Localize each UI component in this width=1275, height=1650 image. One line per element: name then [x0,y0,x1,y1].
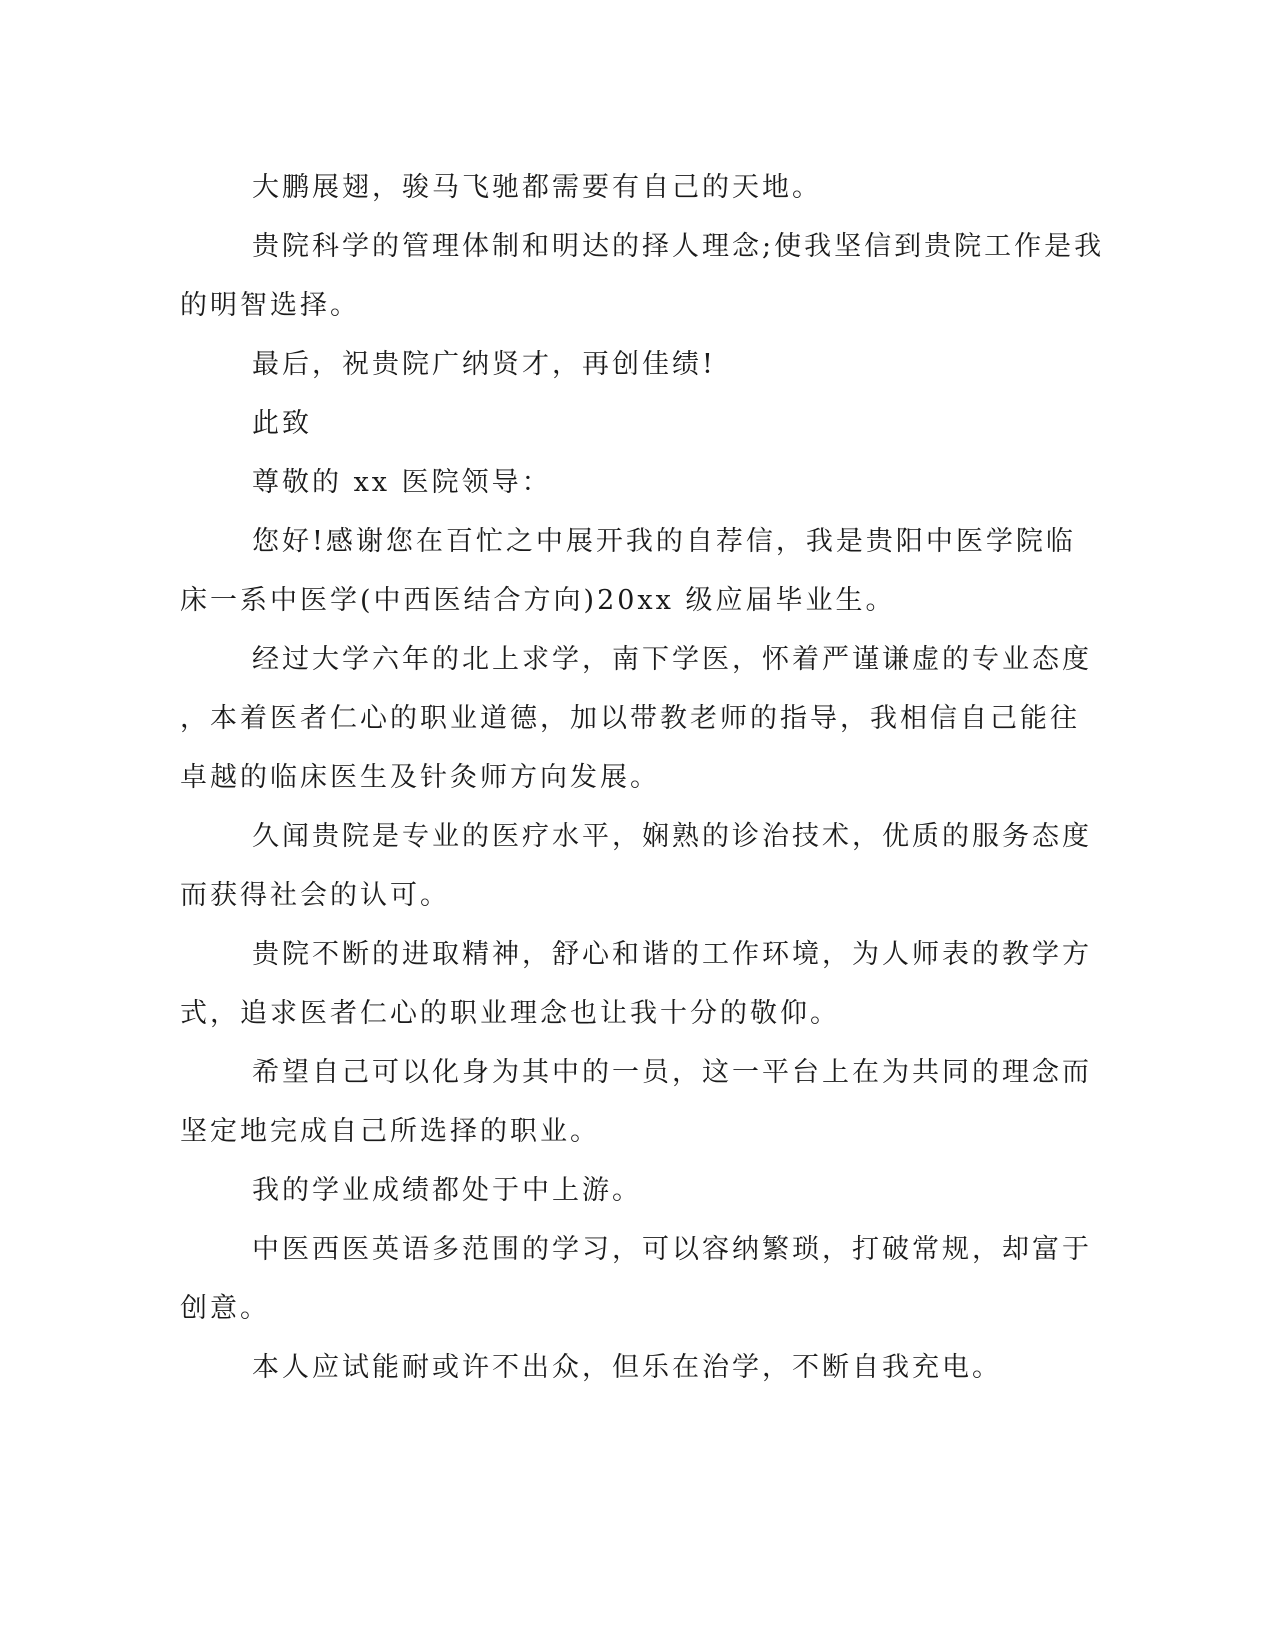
text-line: 本人应试能耐或许不出众，但乐在治学，不断自我充电。 [252,1352,1002,1383]
text-line: 我的学业成绩都处于中上游。 [252,1175,642,1206]
text-line: 床一系中医学(中西医结合方向)20xx 级应届毕业生。 [180,585,896,616]
text-line: 大鹏展翅，骏马飞驰都需要有自己的天地。 [252,172,822,203]
text-line: 而获得社会的认可。 [180,880,450,911]
salutation-line: 尊敬的 xx 医院领导： [252,467,552,498]
text-line: 卓越的临床医生及针灸师方向发展。 [180,762,660,793]
text-line: 的明智选择。 [180,290,360,321]
text-line: 贵院不断的进取精神，舒心和谐的工作环境，为人师表的教学方 [252,939,1092,970]
text-line: 坚定地完成自己所选择的职业。 [180,1116,600,1147]
text-line: 创意。 [180,1293,270,1324]
text-line: 中医西医英语多范围的学习，可以容纳繁琐，打破常规，却富于 [252,1234,1092,1265]
letter-body [180,158,1105,1397]
text-line: 此致 [252,408,312,439]
text-line: 最后，祝贵院广纳贤才，再创佳绩! [252,349,716,380]
text-line: 您好!感谢您在百忙之中展开我的自荐信，我是贵阳中医学院临 [252,526,1076,557]
text-line: 经过大学六年的北上求学，南下学医，怀着严谨谦虚的专业态度 [252,644,1092,675]
text-line: 希望自己可以化身为其中的一员，这一平台上在为共同的理念而 [252,1057,1092,1088]
text-line: 式，追求医者仁心的职业理念也让我十分的敬仰。 [180,998,840,1029]
text-line: 久闻贵院是专业的医疗水平，娴熟的诊治技术，优质的服务态度 [252,821,1092,852]
text-line: ，本着医者仁心的职业道德，加以带教老师的指导，我相信自己能往 [180,703,1080,734]
text-line: 贵院科学的管理体制和明达的择人理念;使我坚信到贵院工作是我 [252,231,1105,262]
